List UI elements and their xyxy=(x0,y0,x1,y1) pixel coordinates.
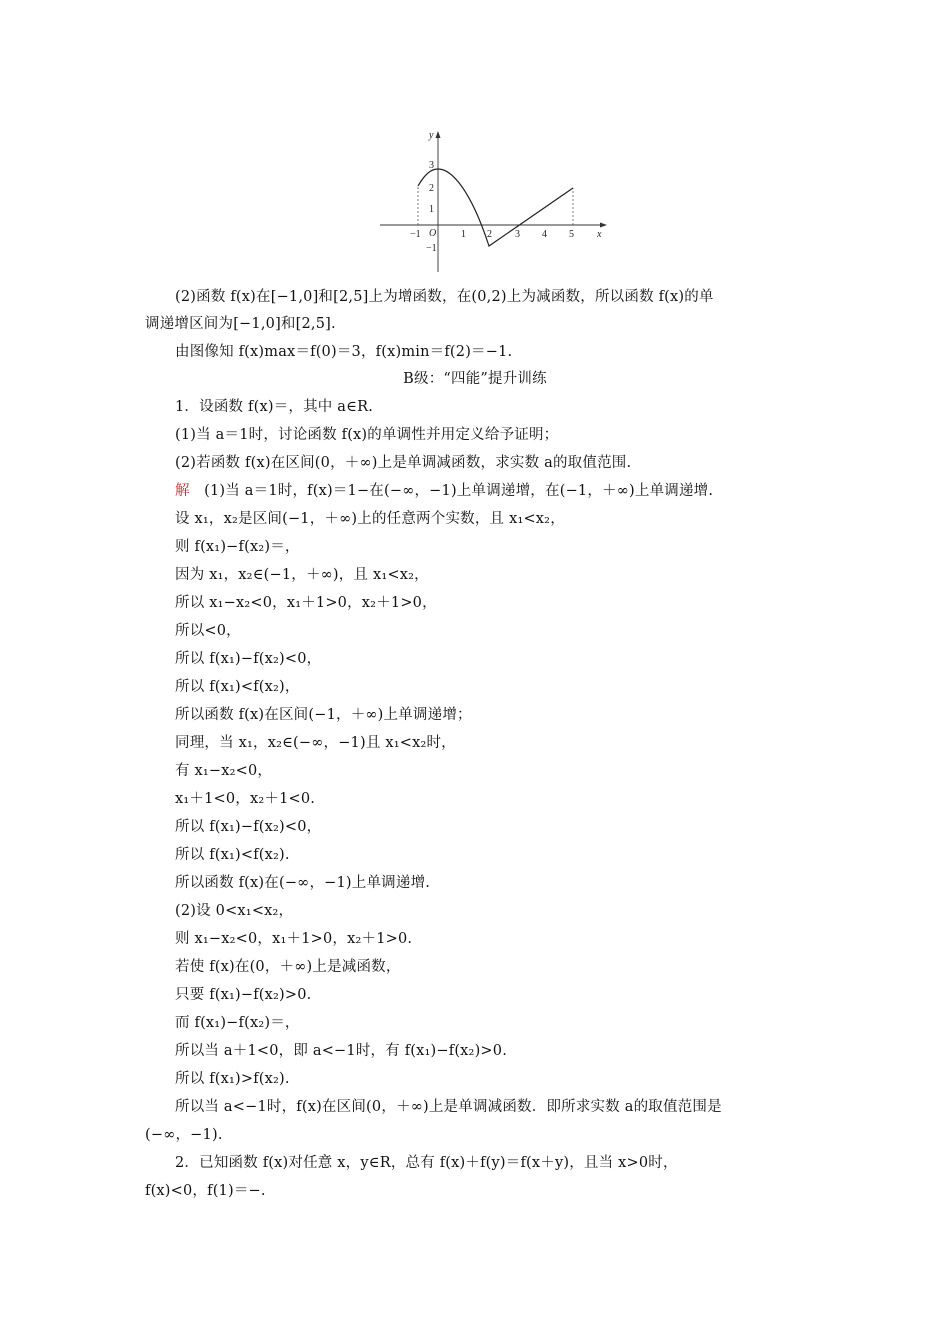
text-line: 则 x₁−x₂<0，x₁＋1>0，x₂＋1>0. xyxy=(175,931,413,947)
text-line: 所以 x₁−x₂<0，x₁＋1>0，x₂＋1>0， xyxy=(175,595,437,611)
text-line: 设 x₁，x₂是区间(−1，＋∞)上的任意两个实数，且 x₁<x₂， xyxy=(175,511,565,527)
text-line: 所以<0， xyxy=(175,623,241,639)
solution-label: 解 xyxy=(175,483,190,499)
problem-2-statement: 2．已知函数 f(x)对任意 x，y∈R，总有 f(x)＋f(y)＝f(x＋y)，且当 x>0时， xyxy=(175,1155,678,1171)
solution-line: 解 (1)当 a＝1时，f(x)＝1−在(−∞，−1)上单调递增，在(−1，＋∞)上单调递增. xyxy=(175,483,714,499)
text-line: 同理，当 x₁，x₂∈(−∞，−1)且 x₁<x₂时， xyxy=(175,735,456,751)
y-tick-1: 1 xyxy=(429,204,434,215)
text-line: 则 f(x₁)−f(x₂)＝， xyxy=(175,539,300,555)
text-line: 所以当 a<−1时，f(x)在区间(0，＋∞)上是单调减函数．即所求实数 a的取值范围是 xyxy=(175,1099,722,1115)
text-line: 而 f(x₁)−f(x₂)＝， xyxy=(175,1015,300,1031)
function-curve xyxy=(418,169,573,246)
text-line: 因为 x₁，x₂∈(−1，＋∞)，且 x₁<x₂， xyxy=(175,567,429,583)
text-line: (2)函数 f(x)在[−1,0]和[2,5]上为增函数，在(0,2)上为减函数，所以函数 f(x)的单 xyxy=(175,289,714,305)
y-axis-arrow xyxy=(436,131,441,138)
text-line: 调递增区间为[−1,0]和[2,5]. xyxy=(145,316,336,332)
text-line: 由图像知 f(x)max＝f(0)＝3，f(x)min＝f(2)＝−1. xyxy=(175,344,513,360)
x-axis-arrow xyxy=(600,223,607,228)
function-graph xyxy=(375,126,615,276)
text-line: 所以函数 f(x)在区间(−1，＋∞)上单调递增； xyxy=(175,707,472,723)
text-line: 所以当 a＋1<0，即 a<−1时，有 f(x₁)−f(x₂)>0. xyxy=(175,1043,508,1059)
x-tick-3: 3 xyxy=(515,229,520,240)
y-tick-3: 3 xyxy=(429,160,434,171)
text-line: (−∞，−1). xyxy=(145,1127,223,1143)
x-tick-5: 5 xyxy=(569,229,574,240)
x-tick-4: 4 xyxy=(542,229,547,240)
text-line: 所以 f(x₁)<f(x₂)， xyxy=(175,679,300,695)
x-tick-neg1: −1 xyxy=(410,229,421,240)
y-tick-neg1: −1 xyxy=(426,243,437,254)
y-tick-2: 2 xyxy=(429,183,434,194)
axis-label-x: x xyxy=(597,229,602,240)
text-line: 所以 f(x₁)<f(x₂). xyxy=(175,847,290,863)
section-heading: B级：“四能”提升训练 xyxy=(403,371,547,387)
text-line: x₁＋1<0，x₂＋1<0. xyxy=(175,791,316,807)
text-line: f(x)<0，f(1)＝−. xyxy=(145,1183,266,1199)
text-line: 有 x₁−x₂<0， xyxy=(175,763,273,779)
text-line: 若使 f(x)在(0，＋∞)上是减函数， xyxy=(175,959,401,975)
axis-label-y: y xyxy=(429,130,434,141)
x-tick-2: 2 xyxy=(487,229,492,240)
text-line: (1)当 a＝1时，讨论函数 f(x)的单调性并用定义给予证明； xyxy=(175,427,559,443)
problem-1-statement: 1．设函数 f(x)＝，其中 a∈R. xyxy=(175,399,374,415)
text-line: 所以 f(x₁)−f(x₂)<0， xyxy=(175,819,322,835)
text-line: (2)设 0<x₁<x₂， xyxy=(175,903,294,919)
text-line: 只要 f(x₁)−f(x₂)>0. xyxy=(175,987,312,1003)
text-line: 所以函数 f(x)在(−∞，−1)上单调递增. xyxy=(175,875,431,891)
text-line: (2)若函数 f(x)在区间(0，＋∞)上是单调减函数，求实数 a的取值范围. xyxy=(175,455,632,471)
text-line: 所以 f(x₁)−f(x₂)<0， xyxy=(175,651,322,667)
text-line: 所以 f(x₁)>f(x₂). xyxy=(175,1071,290,1087)
x-tick-1: 1 xyxy=(461,229,466,240)
origin-label: O xyxy=(429,228,437,239)
